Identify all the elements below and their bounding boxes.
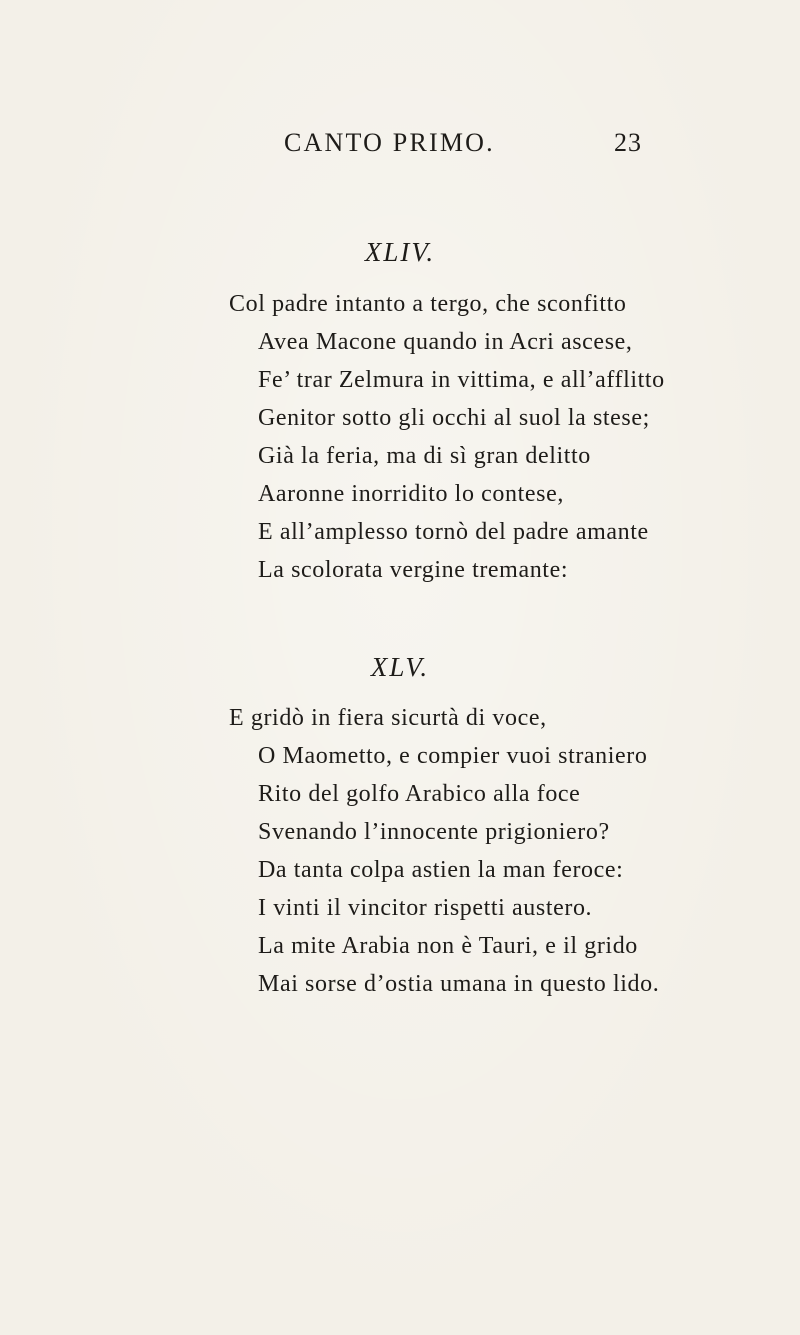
verse-line: Rito del golfo Arabico alla foce (258, 781, 581, 807)
verse-line: La mite Arabia non è Tauri, e il grido (258, 933, 638, 959)
verse-line: Svenando l’innocente prigioniero? (258, 819, 610, 845)
running-head (0, 128, 800, 168)
verse-line: Col padre intanto a tergo, che sconfitto (229, 291, 627, 317)
running-title: CANTO PRIMO. (284, 128, 495, 157)
verse-line: Già la feria, ma di sì gran delitto (258, 443, 591, 469)
stanza-number: XLIV. (364, 237, 436, 267)
verse-line: E gridò in fiera sicurtà di voce, (229, 705, 547, 731)
verse-line: La scolorata vergine tremante: (258, 557, 569, 583)
verse-line: Mai sorse d’ostia umana in questo lido. (258, 971, 660, 997)
verse-line: Fe’ trar Zelmura in vittima, e all’afflitto (258, 367, 665, 393)
verse-line: Avea Macone quando in Acri ascese, (258, 329, 633, 355)
page-number: 23 (614, 128, 642, 157)
stanza-number: XLV. (370, 652, 430, 682)
verse-line: I vinti il vincitor rispetti austero. (258, 895, 593, 921)
verse-line: O Maometto, e compier vuoi straniero (258, 743, 648, 769)
verse-line: Genitor sotto gli occhi al suol la stese; (258, 405, 650, 431)
verse-line: E all’amplesso tornò del padre amante (258, 519, 649, 545)
verse-line: Da tanta colpa astien la man feroce: (258, 857, 624, 883)
verse-line: Aaronne inorridito lo contese, (258, 481, 564, 507)
